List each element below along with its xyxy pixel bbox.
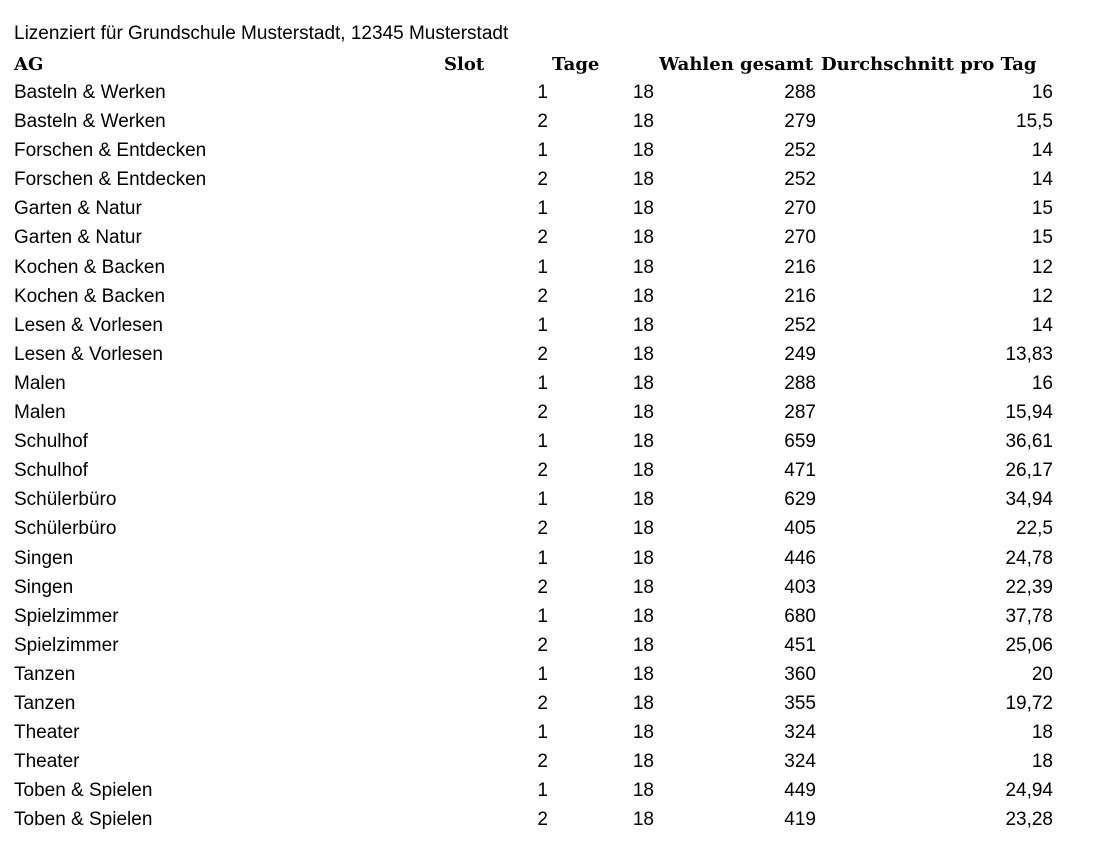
cell-slot: 1 — [537, 140, 548, 162]
cell-wahlen-gesamt: 279 — [784, 111, 816, 133]
cell-tage: 18 — [632, 489, 654, 511]
table-row — [0, 340, 1120, 369]
cell-durchschnitt-pro-tag: 14 — [1031, 140, 1053, 162]
cell-ag: Basteln & Werken — [14, 82, 166, 103]
cell-ag: Tanzen — [14, 663, 76, 685]
cell-tage: 18 — [632, 780, 654, 802]
cell-tage: 18 — [632, 576, 654, 598]
cell-durchschnitt-pro-tag: 24,94 — [1005, 780, 1053, 802]
table-header — [0, 52, 1120, 78]
cell-tage: 18 — [632, 140, 654, 162]
table-row — [0, 544, 1120, 573]
cell-slot: 2 — [537, 285, 548, 307]
cell-slot: 1 — [537, 489, 548, 511]
cell-slot: 1 — [537, 605, 548, 627]
cell-tage: 18 — [632, 605, 654, 627]
cell-slot: 1 — [537, 431, 548, 453]
cell-wahlen-gesamt: 252 — [784, 314, 816, 336]
cell-wahlen-gesamt: 270 — [784, 227, 816, 249]
table-row — [0, 485, 1120, 514]
cell-wahlen-gesamt: 403 — [784, 576, 816, 598]
cell-ag: Basteln & Werken — [14, 111, 166, 133]
cell-slot: 2 — [537, 402, 548, 424]
cell-wahlen-gesamt: 471 — [784, 460, 816, 482]
cell-durchschnitt-pro-tag: 15,5 — [1016, 111, 1053, 133]
cell-tage: 18 — [632, 285, 654, 307]
cell-tage: 18 — [632, 314, 654, 336]
cell-slot: 2 — [537, 111, 548, 133]
table-row — [0, 282, 1120, 311]
table-row — [0, 165, 1120, 194]
table-body — [0, 78, 1120, 834]
cell-durchschnitt-pro-tag: 14 — [1031, 169, 1053, 191]
table-row — [0, 194, 1120, 223]
cell-ag: Forschen & Entdecken — [14, 169, 207, 191]
cell-wahlen-gesamt: 360 — [784, 663, 816, 685]
cell-durchschnitt-pro-tag: 18 — [1031, 722, 1053, 744]
table-row — [0, 602, 1120, 631]
table-row — [0, 718, 1120, 747]
cell-durchschnitt-pro-tag: 24,78 — [1005, 547, 1053, 569]
cell-wahlen-gesamt: 659 — [784, 431, 816, 453]
table-row — [0, 631, 1120, 660]
cell-slot: 2 — [537, 343, 548, 365]
table-row — [0, 223, 1120, 252]
cell-tage: 18 — [632, 402, 654, 424]
cell-wahlen-gesamt: 252 — [784, 140, 816, 162]
table-row — [0, 747, 1120, 776]
table-row — [0, 456, 1120, 485]
table-row — [0, 136, 1120, 165]
table-row — [0, 311, 1120, 340]
table-row — [0, 514, 1120, 543]
cell-ag: Tanzen — [14, 692, 76, 714]
cell-wahlen-gesamt: 270 — [784, 198, 816, 220]
cell-durchschnitt-pro-tag: 13,83 — [1005, 343, 1053, 365]
cell-tage: 18 — [632, 518, 654, 540]
cell-ag: Toben & Spielen — [14, 780, 153, 802]
cell-tage: 18 — [632, 722, 654, 744]
cell-tage: 18 — [632, 372, 654, 394]
cell-slot: 2 — [537, 460, 548, 482]
cell-durchschnitt-pro-tag: 36,61 — [1005, 431, 1053, 453]
cell-ag: Lesen & Vorlesen — [14, 343, 163, 365]
table-row — [0, 689, 1120, 718]
cell-tage: 18 — [632, 169, 654, 191]
cell-slot: 2 — [537, 809, 548, 831]
cell-durchschnitt-pro-tag: 34,94 — [1005, 489, 1053, 511]
header-durchschnitt-pro-tag: Durchschnitt pro Tag — [821, 54, 1037, 75]
cell-ag: Spielzimmer — [14, 605, 119, 627]
cell-wahlen-gesamt: 324 — [784, 751, 816, 773]
cell-durchschnitt-pro-tag: 23,28 — [1005, 809, 1053, 831]
table-row — [0, 573, 1120, 602]
table-row — [0, 805, 1120, 834]
cell-tage: 18 — [632, 343, 654, 365]
header-tage: Tage — [552, 54, 600, 75]
cell-ag: Malen — [14, 402, 66, 424]
cell-tage: 18 — [632, 809, 654, 831]
cell-tage: 18 — [632, 547, 654, 569]
cell-durchschnitt-pro-tag: 16 — [1031, 372, 1053, 394]
cell-durchschnitt-pro-tag: 16 — [1031, 82, 1053, 103]
cell-wahlen-gesamt: 288 — [784, 372, 816, 394]
cell-ag: Garten & Natur — [14, 227, 142, 249]
cell-ag: Toben & Spielen — [14, 809, 153, 831]
table-row — [0, 253, 1120, 282]
cell-ag: Singen — [14, 547, 74, 569]
cell-slot: 2 — [537, 169, 548, 191]
cell-tage: 18 — [632, 111, 654, 133]
cell-ag: Theater — [14, 722, 80, 744]
cell-durchschnitt-pro-tag: 14 — [1031, 314, 1053, 336]
cell-tage: 18 — [632, 256, 654, 278]
cell-wahlen-gesamt: 249 — [784, 343, 816, 365]
cell-durchschnitt-pro-tag: 15 — [1031, 227, 1053, 249]
cell-slot: 2 — [537, 518, 548, 540]
cell-durchschnitt-pro-tag: 22,5 — [1016, 518, 1053, 540]
cell-slot: 1 — [537, 372, 548, 394]
cell-tage: 18 — [632, 634, 654, 656]
cell-wahlen-gesamt: 324 — [784, 722, 816, 744]
cell-wahlen-gesamt: 216 — [784, 256, 816, 278]
header-wahlen-gesamt: Wahlen gesamt — [659, 54, 814, 75]
cell-durchschnitt-pro-tag: 19,72 — [1005, 692, 1053, 714]
cell-slot: 1 — [537, 663, 548, 685]
cell-ag: Schulhof — [14, 460, 88, 482]
cell-wahlen-gesamt: 216 — [784, 285, 816, 307]
cell-wahlen-gesamt: 287 — [784, 402, 816, 424]
cell-wahlen-gesamt: 355 — [784, 692, 816, 714]
cell-slot: 1 — [537, 314, 548, 336]
cell-tage: 18 — [632, 692, 654, 714]
license-line: Lizenziert für Grundschule Musterstadt, 12345 Musterstadt — [14, 23, 509, 44]
cell-ag: Singen — [14, 576, 74, 598]
cell-tage: 18 — [632, 227, 654, 249]
cell-durchschnitt-pro-tag: 18 — [1031, 751, 1053, 773]
cell-ag: Schülerbüro — [14, 518, 117, 540]
cell-tage: 18 — [632, 82, 654, 103]
cell-durchschnitt-pro-tag: 20 — [1031, 663, 1053, 685]
cell-wahlen-gesamt: 449 — [784, 780, 816, 802]
cell-slot: 1 — [537, 780, 548, 802]
cell-tage: 18 — [632, 198, 654, 220]
cell-slot: 1 — [537, 256, 548, 278]
cell-wahlen-gesamt: 252 — [784, 169, 816, 191]
cell-durchschnitt-pro-tag: 22,39 — [1005, 576, 1053, 598]
cell-wahlen-gesamt: 446 — [784, 547, 816, 569]
cell-slot: 1 — [537, 547, 548, 569]
cell-ag: Schülerbüro — [14, 489, 117, 511]
cell-ag: Forschen & Entdecken — [14, 140, 207, 162]
cell-durchschnitt-pro-tag: 26,17 — [1005, 460, 1053, 482]
header-slot: Slot — [444, 54, 485, 75]
cell-slot: 2 — [537, 692, 548, 714]
cell-durchschnitt-pro-tag: 15,94 — [1005, 402, 1053, 424]
cell-ag: Malen — [14, 372, 66, 394]
cell-wahlen-gesamt: 405 — [784, 518, 816, 540]
cell-wahlen-gesamt: 680 — [784, 605, 816, 627]
cell-slot: 2 — [537, 227, 548, 249]
cell-slot: 2 — [537, 576, 548, 598]
cell-ag: Kochen & Backen — [14, 256, 166, 278]
cell-wahlen-gesamt: 288 — [784, 82, 816, 103]
table-row — [0, 398, 1120, 427]
table-row — [0, 427, 1120, 456]
cell-wahlen-gesamt: 629 — [784, 489, 816, 511]
table-row — [0, 776, 1120, 805]
cell-ag: Kochen & Backen — [14, 285, 166, 307]
table-row — [0, 107, 1120, 136]
header-ag: AG — [14, 54, 44, 75]
cell-durchschnitt-pro-tag: 12 — [1031, 256, 1053, 278]
cell-slot: 1 — [537, 198, 548, 220]
cell-durchschnitt-pro-tag: 37,78 — [1005, 605, 1053, 627]
cell-ag: Schulhof — [14, 431, 88, 453]
cell-wahlen-gesamt: 419 — [784, 809, 816, 831]
cell-slot: 1 — [537, 82, 548, 103]
cell-ag: Theater — [14, 751, 80, 773]
cell-ag: Lesen & Vorlesen — [14, 314, 163, 336]
table-row — [0, 369, 1120, 398]
cell-tage: 18 — [632, 751, 654, 773]
cell-ag: Spielzimmer — [14, 634, 119, 656]
cell-slot: 1 — [537, 722, 548, 744]
cell-durchschnitt-pro-tag: 15 — [1031, 198, 1053, 220]
cell-wahlen-gesamt: 451 — [784, 634, 816, 656]
cell-tage: 18 — [632, 663, 654, 685]
cell-slot: 2 — [537, 751, 548, 773]
table-row — [0, 78, 1120, 107]
cell-tage: 18 — [632, 431, 654, 453]
table-row — [0, 660, 1120, 689]
cell-tage: 18 — [632, 460, 654, 482]
cell-durchschnitt-pro-tag: 25,06 — [1005, 634, 1053, 656]
cell-durchschnitt-pro-tag: 12 — [1031, 285, 1053, 307]
cell-ag: Garten & Natur — [14, 198, 142, 220]
cell-slot: 2 — [537, 634, 548, 656]
